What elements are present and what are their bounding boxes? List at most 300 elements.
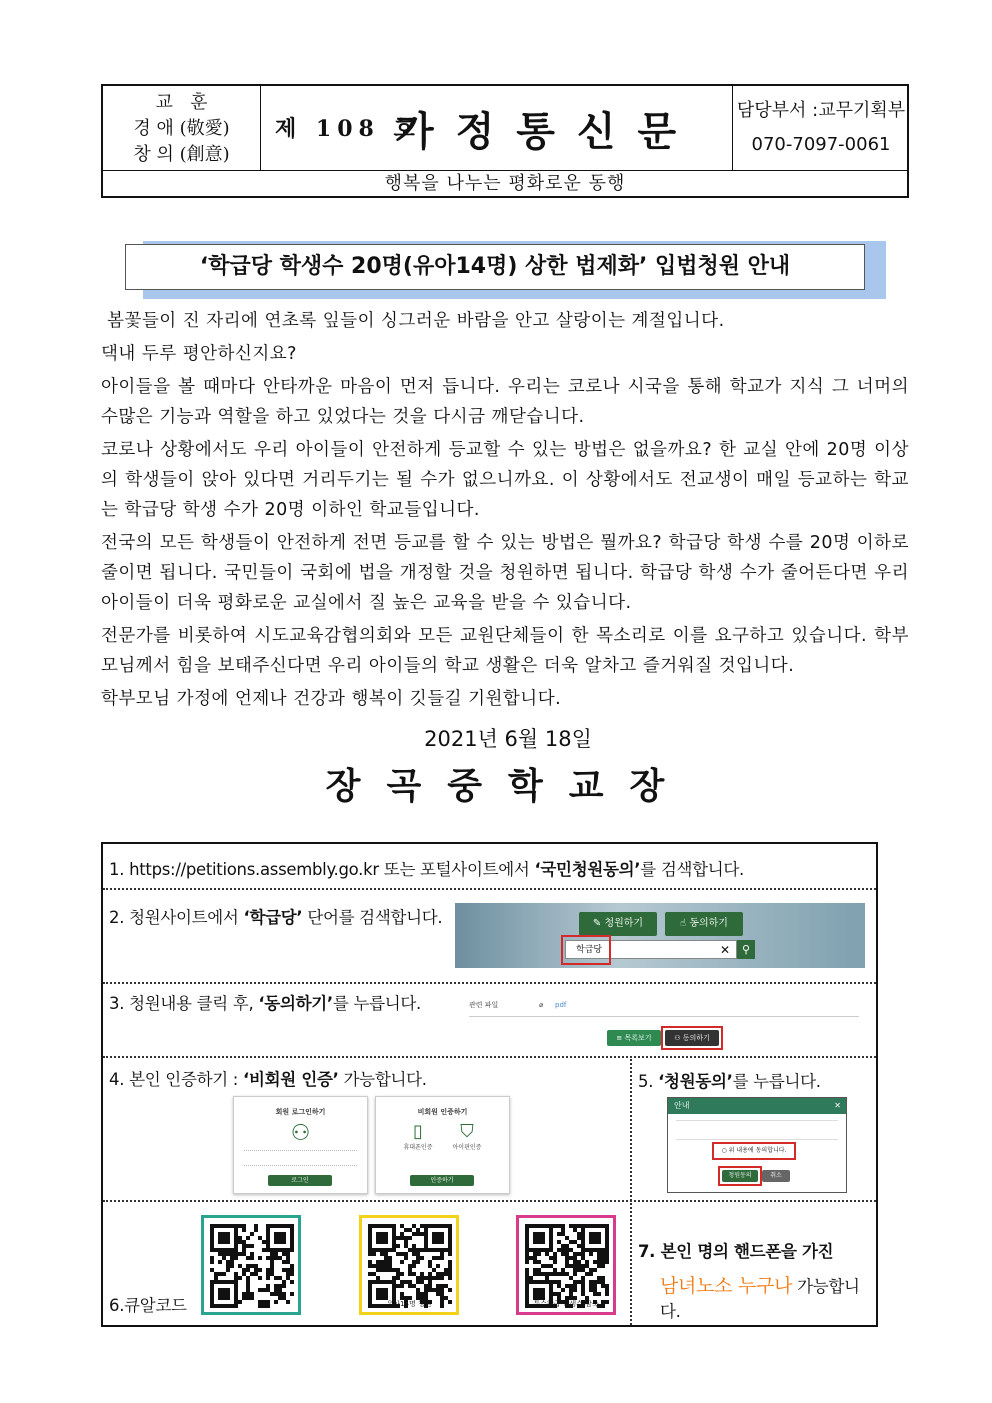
qr-module — [270, 1272, 274, 1276]
divider — [103, 1200, 876, 1202]
qr-module — [210, 1228, 214, 1232]
paragraph: 전국의 모든 학생들이 안전하게 전면 등교를 할 수 있는 방법은 뭘까요? 학급당 학생 수를 20명 이하로 줄이면 됩니다. 국민들이 국회에 법을 개정할 것을 청원하면 됩니다. 학급당 학생 수가 줄어든다면 우리 아이들이 더욱 평화로운 교실에서 질 높은 교육을 받을 수 있습니다. — [101, 533, 909, 613]
qr-module — [440, 1292, 444, 1296]
qr-module — [234, 1272, 238, 1276]
qr-module — [372, 1252, 376, 1256]
qr-module — [541, 1264, 545, 1268]
qr-module — [266, 1272, 270, 1276]
qr-module — [549, 1288, 553, 1292]
qr-module — [286, 1300, 290, 1304]
qr-module — [557, 1272, 561, 1276]
qr-module — [436, 1284, 440, 1288]
petition-guide — [101, 842, 878, 1327]
qr-module — [440, 1232, 444, 1236]
qr-module — [573, 1228, 577, 1232]
qr-module — [392, 1280, 396, 1284]
qr-module — [246, 1292, 250, 1296]
qr-module — [553, 1224, 557, 1228]
qr-module — [420, 1248, 424, 1252]
qr-module — [533, 1248, 537, 1252]
qr-module — [561, 1248, 565, 1252]
step-3-text-end: 를 누릅니다. — [332, 994, 421, 1013]
qr-module — [525, 1232, 529, 1236]
qr-module — [270, 1224, 274, 1228]
qr-module — [541, 1224, 545, 1228]
qr-module — [222, 1236, 226, 1240]
clear-icon[interactable]: ✕ — [719, 943, 730, 957]
qr-module — [290, 1232, 294, 1236]
qr-module — [408, 1264, 412, 1268]
qr-module — [541, 1292, 545, 1296]
people-icon: ⚇ — [290, 1121, 311, 1146]
qr-module — [242, 1296, 246, 1300]
qr-module — [541, 1240, 545, 1244]
qr-module — [258, 1300, 262, 1304]
qr-module — [585, 1248, 589, 1252]
qr-module — [597, 1256, 601, 1260]
qr-module — [230, 1256, 234, 1260]
qr-module — [266, 1304, 270, 1308]
member-login-button[interactable]: 로그인 — [268, 1175, 332, 1186]
qr-module — [424, 1292, 428, 1296]
qr-module — [210, 1248, 214, 1252]
qr-module — [416, 1260, 420, 1264]
qr-module — [581, 1224, 585, 1228]
qr-module — [266, 1276, 270, 1280]
qr-module — [290, 1228, 294, 1232]
qr-module — [210, 1260, 214, 1264]
qr-module — [593, 1236, 597, 1240]
qr-module — [533, 1292, 537, 1296]
qr-module — [416, 1228, 420, 1232]
qr-module — [448, 1288, 452, 1292]
nonmember-auth-card — [375, 1096, 510, 1194]
qr-module — [238, 1236, 242, 1240]
qr-module — [444, 1224, 448, 1228]
qr-module — [278, 1276, 282, 1280]
qr-module — [573, 1272, 577, 1276]
qr-module — [428, 1264, 432, 1268]
qr-module — [581, 1264, 585, 1268]
qr-module — [222, 1256, 226, 1260]
qr-module — [557, 1292, 561, 1296]
qr-module — [565, 1260, 569, 1264]
highlight-box — [712, 1142, 796, 1160]
petition-agree-button[interactable]: 청원동의 — [722, 1170, 758, 1182]
qr-module — [440, 1224, 444, 1228]
qr-module — [565, 1236, 569, 1240]
divider — [630, 1056, 632, 1325]
qr-module — [376, 1236, 380, 1240]
qr-module — [278, 1236, 282, 1240]
qr-module — [589, 1252, 593, 1256]
qr-module — [210, 1280, 214, 1284]
qr-module — [376, 1232, 380, 1236]
qr-module — [404, 1228, 408, 1232]
qr-module — [573, 1288, 577, 1292]
qr-module — [230, 1260, 234, 1264]
qr-module — [569, 1248, 573, 1252]
qr-module — [593, 1248, 597, 1252]
qr-module — [246, 1280, 250, 1284]
qr-module — [440, 1284, 444, 1288]
qr-module — [242, 1240, 246, 1244]
qr-module — [444, 1272, 448, 1276]
qr-module — [525, 1228, 529, 1232]
qr-module — [282, 1292, 286, 1296]
qr-module — [601, 1260, 605, 1264]
qr-module — [278, 1256, 282, 1260]
close-icon[interactable]: ✕ — [834, 1101, 841, 1110]
ipin-auth[interactable] — [453, 1121, 482, 1151]
qr-module — [368, 1264, 372, 1268]
qr-module — [432, 1236, 436, 1240]
qr-module — [537, 1288, 541, 1292]
qr-module — [266, 1284, 270, 1288]
qr-module — [549, 1244, 553, 1248]
qr-module — [238, 1276, 242, 1280]
qr-module — [529, 1280, 533, 1284]
qr-module — [214, 1248, 218, 1252]
qr-module — [234, 1224, 238, 1228]
qr-module — [262, 1240, 266, 1244]
qr-module — [400, 1284, 404, 1288]
qr-module — [234, 1232, 238, 1236]
qr-module — [368, 1280, 372, 1284]
qr-module — [529, 1276, 533, 1280]
qr-module — [412, 1260, 416, 1264]
step-3 — [109, 990, 421, 1014]
card-description — [244, 1150, 357, 1166]
qr-module — [266, 1240, 270, 1244]
highlight-box — [718, 1166, 762, 1186]
step-7-line-2 — [660, 1271, 876, 1322]
qr-module — [218, 1232, 222, 1236]
qr-module — [384, 1292, 388, 1296]
qr-module — [250, 1296, 254, 1300]
qr-module — [529, 1248, 533, 1252]
qr-module — [262, 1304, 266, 1308]
qr-module — [408, 1280, 412, 1284]
qr-module — [553, 1268, 557, 1272]
qr-module — [581, 1228, 585, 1232]
qr-module — [258, 1288, 262, 1292]
qr-module — [553, 1272, 557, 1276]
qr-module — [226, 1260, 230, 1264]
qr-module — [282, 1224, 286, 1228]
qr-module — [529, 1224, 533, 1228]
qr-module — [440, 1252, 444, 1256]
qr-module — [436, 1236, 440, 1240]
newsletter-title-cell — [261, 86, 733, 170]
qr-module — [428, 1272, 432, 1276]
qr-module — [605, 1248, 609, 1252]
qr-module — [545, 1224, 549, 1228]
qr-module — [246, 1264, 250, 1268]
qr-module — [412, 1244, 416, 1248]
qr-module — [424, 1244, 428, 1248]
qr-module — [416, 1248, 420, 1252]
auth-methods — [376, 1121, 509, 1151]
qr-module — [396, 1268, 400, 1272]
qr-module — [234, 1304, 238, 1308]
qr-module — [226, 1248, 230, 1252]
qr-module — [286, 1252, 290, 1256]
qr-module — [274, 1288, 278, 1292]
qr-module — [290, 1244, 294, 1248]
qr-module — [557, 1232, 561, 1236]
qr-module — [436, 1288, 440, 1292]
qr-module — [553, 1260, 557, 1264]
qr-module — [266, 1244, 270, 1248]
qr-module — [408, 1284, 412, 1288]
qr-module — [557, 1280, 561, 1284]
qr-module — [533, 1256, 537, 1260]
hand-icon: ☝ — [680, 918, 690, 929]
announcement-title: ‘학급당 학생수 20명(유아14명) 상한 법제화’ 입법청원 안내 — [125, 244, 865, 290]
qr-module — [226, 1304, 230, 1308]
qr-module — [440, 1272, 444, 1276]
qr-module — [384, 1268, 388, 1272]
qr-module — [525, 1256, 529, 1260]
qr-module — [408, 1236, 412, 1240]
qr-module — [210, 1304, 214, 1308]
qr-module — [416, 1288, 420, 1292]
qr-module — [246, 1288, 250, 1292]
qr-module — [368, 1260, 372, 1264]
step-7-text-end: 가능합니다. — [660, 1277, 860, 1321]
department-info — [733, 86, 909, 170]
qr-module — [436, 1292, 440, 1296]
list-button[interactable] — [607, 1030, 661, 1046]
qr-module — [218, 1288, 222, 1292]
qr-module — [448, 1244, 452, 1248]
qr-module — [424, 1248, 428, 1252]
qr-module — [222, 1248, 226, 1252]
qr-module — [416, 1252, 420, 1256]
ipin-auth-label: 아이핀인증 — [452, 1144, 482, 1151]
qr-module — [448, 1248, 452, 1252]
qr-module — [274, 1236, 278, 1240]
highlight-box — [661, 1026, 723, 1050]
qr-module — [278, 1292, 282, 1296]
agree-button[interactable] — [665, 912, 743, 936]
qr-code-1[interactable] — [201, 1215, 301, 1315]
qr-module — [214, 1280, 218, 1284]
qr-module — [605, 1228, 609, 1232]
qr-module — [589, 1288, 593, 1292]
qr-module — [533, 1224, 537, 1228]
qr-module — [448, 1276, 452, 1280]
qr-module — [226, 1224, 230, 1228]
step-7-line-1: 7. 본인 명의 핸드폰을 가진 — [638, 1242, 834, 1261]
qr-module — [270, 1248, 274, 1252]
agree-button-label: 동의하기 — [689, 918, 728, 929]
qr-module — [274, 1300, 278, 1304]
qr-module — [230, 1224, 234, 1228]
qr-module — [424, 1232, 428, 1236]
qr-module — [408, 1228, 412, 1232]
qr-module — [210, 1236, 214, 1240]
qr-module — [372, 1272, 376, 1276]
qr-module — [400, 1252, 404, 1256]
qr-module — [258, 1256, 262, 1260]
qr-module — [376, 1292, 380, 1296]
step-4-text-end: 가능합니다. — [338, 1070, 427, 1089]
qr-module — [525, 1268, 529, 1272]
qr-module — [250, 1256, 254, 1260]
qr-module — [282, 1268, 286, 1272]
qr-module — [290, 1268, 294, 1272]
qr-module — [448, 1272, 452, 1276]
qr-module — [416, 1276, 420, 1280]
qr-module — [210, 1232, 214, 1236]
qr-module — [601, 1256, 605, 1260]
qr-module — [226, 1252, 230, 1256]
qr-module — [384, 1236, 388, 1240]
qr-module — [222, 1296, 226, 1300]
qr-code-3[interactable] — [516, 1215, 616, 1315]
qr-module — [444, 1268, 448, 1272]
qr-module — [577, 1268, 581, 1272]
qr-module — [549, 1272, 553, 1276]
step-3-text: 3. 청원내용 클릭 후, — [109, 994, 259, 1013]
qr-module — [218, 1236, 222, 1240]
qr-module — [573, 1260, 577, 1264]
qr-module — [278, 1248, 282, 1252]
qr-module — [525, 1272, 529, 1276]
qr-module — [380, 1224, 384, 1228]
phone-icon: ▯ — [413, 1121, 423, 1142]
paragraph: 아이들을 볼 때마다 안타까운 마음이 먼저 듭니다. 우리는 코로나 시국을 통해 학교가 지식 그 너머의 수많은 기능과 역할을 하고 있었다는 것을 다시금 깨닫습니다. — [101, 377, 909, 427]
qr-module — [537, 1248, 541, 1252]
qr-module — [577, 1232, 581, 1236]
qr-module — [412, 1284, 416, 1288]
step-1-keyword: ‘국민청원동의’ — [534, 860, 641, 879]
qr-module — [234, 1288, 238, 1292]
qr-module — [581, 1284, 585, 1288]
dialog-title: 안내 — [674, 1101, 690, 1110]
qr-module — [432, 1232, 436, 1236]
step-5-text-end: 를 누릅니다. — [732, 1072, 821, 1091]
qr-module — [601, 1284, 605, 1288]
cancel-button[interactable]: 취소 — [762, 1170, 790, 1182]
qr-module — [258, 1304, 262, 1308]
step-1 — [109, 856, 744, 880]
qr-module — [412, 1252, 416, 1256]
qr-module — [222, 1288, 226, 1292]
department: 담당부서 :교무기획부 — [736, 100, 906, 121]
qr-module — [537, 1236, 541, 1240]
qr-module — [605, 1224, 609, 1228]
divider — [103, 982, 876, 984]
qr-module — [573, 1268, 577, 1272]
qr-module — [246, 1276, 250, 1280]
qr-module — [585, 1260, 589, 1264]
paragraph: 전문가를 비롯하여 시도교육감협의회와 모든 교원단체들이 한 목소리로 이를 요구하고 있습니다. 학부모님께서 힘을 보태주신다면 우리 아이들의 학교 생활은 더욱 알차고 즐거워질 것입니다. — [101, 626, 909, 676]
qr-module — [368, 1232, 372, 1236]
qr-module — [428, 1284, 432, 1288]
qr-module — [282, 1280, 286, 1284]
qr-module — [250, 1244, 254, 1248]
qr-module — [282, 1284, 286, 1288]
qr-module — [436, 1232, 440, 1236]
qr-module — [541, 1232, 545, 1236]
qr-module — [404, 1244, 408, 1248]
qr-module — [376, 1248, 380, 1252]
qr-module — [384, 1248, 388, 1252]
qr-module — [537, 1292, 541, 1296]
qr-module — [577, 1236, 581, 1240]
file-label: 관련 파일 — [469, 1001, 499, 1009]
file-name[interactable]: pdf — [555, 1001, 567, 1009]
qr-module — [537, 1260, 541, 1264]
qr-module — [278, 1284, 282, 1288]
qr-module — [533, 1268, 537, 1272]
qr-module — [392, 1228, 396, 1232]
qr-module — [416, 1232, 420, 1236]
qr-module — [440, 1276, 444, 1280]
qr-module — [601, 1252, 605, 1256]
qr-module — [214, 1272, 218, 1276]
qr-module — [396, 1244, 400, 1248]
qr-module — [424, 1288, 428, 1292]
qr-module — [290, 1248, 294, 1252]
qr-module — [448, 1252, 452, 1256]
qr-module — [218, 1292, 222, 1296]
qr-module — [436, 1248, 440, 1252]
qr-module — [549, 1264, 553, 1268]
qr-module — [258, 1276, 262, 1280]
qr-module — [444, 1284, 448, 1288]
qr-module — [601, 1280, 605, 1284]
issue-number: 제 108 호 — [275, 116, 421, 142]
qr-module — [230, 1248, 234, 1252]
qr-module — [222, 1224, 226, 1228]
qr-module — [577, 1260, 581, 1264]
search-icon[interactable]: ⚲ — [737, 940, 755, 959]
petition-button[interactable] — [579, 912, 657, 936]
qr-module — [210, 1284, 214, 1288]
qr-module — [424, 1228, 428, 1232]
qr-module — [290, 1280, 294, 1284]
qr-module — [246, 1268, 250, 1272]
qr-module — [238, 1252, 242, 1256]
qr-module — [581, 1256, 585, 1260]
qr-module — [222, 1252, 226, 1256]
qr-module — [368, 1224, 372, 1228]
qr-module — [230, 1264, 234, 1268]
qr-module — [234, 1248, 238, 1252]
qr-module — [282, 1248, 286, 1252]
qr-module — [368, 1240, 372, 1244]
qr-pattern — [210, 1224, 294, 1308]
qr-module — [549, 1280, 553, 1284]
qr-module — [440, 1256, 444, 1260]
qr-module — [400, 1272, 404, 1276]
qr-module — [525, 1240, 529, 1244]
qr-code-2[interactable] — [359, 1215, 459, 1315]
qr-module — [440, 1240, 444, 1244]
qr-module — [214, 1224, 218, 1228]
nonmember-auth-button[interactable]: 인증하기 — [410, 1175, 474, 1186]
qr-module — [589, 1248, 593, 1252]
qr-module — [214, 1276, 218, 1280]
qr-module — [266, 1232, 270, 1236]
qr-module — [218, 1224, 222, 1228]
qr-module — [597, 1236, 601, 1240]
phone-auth[interactable] — [404, 1121, 433, 1151]
